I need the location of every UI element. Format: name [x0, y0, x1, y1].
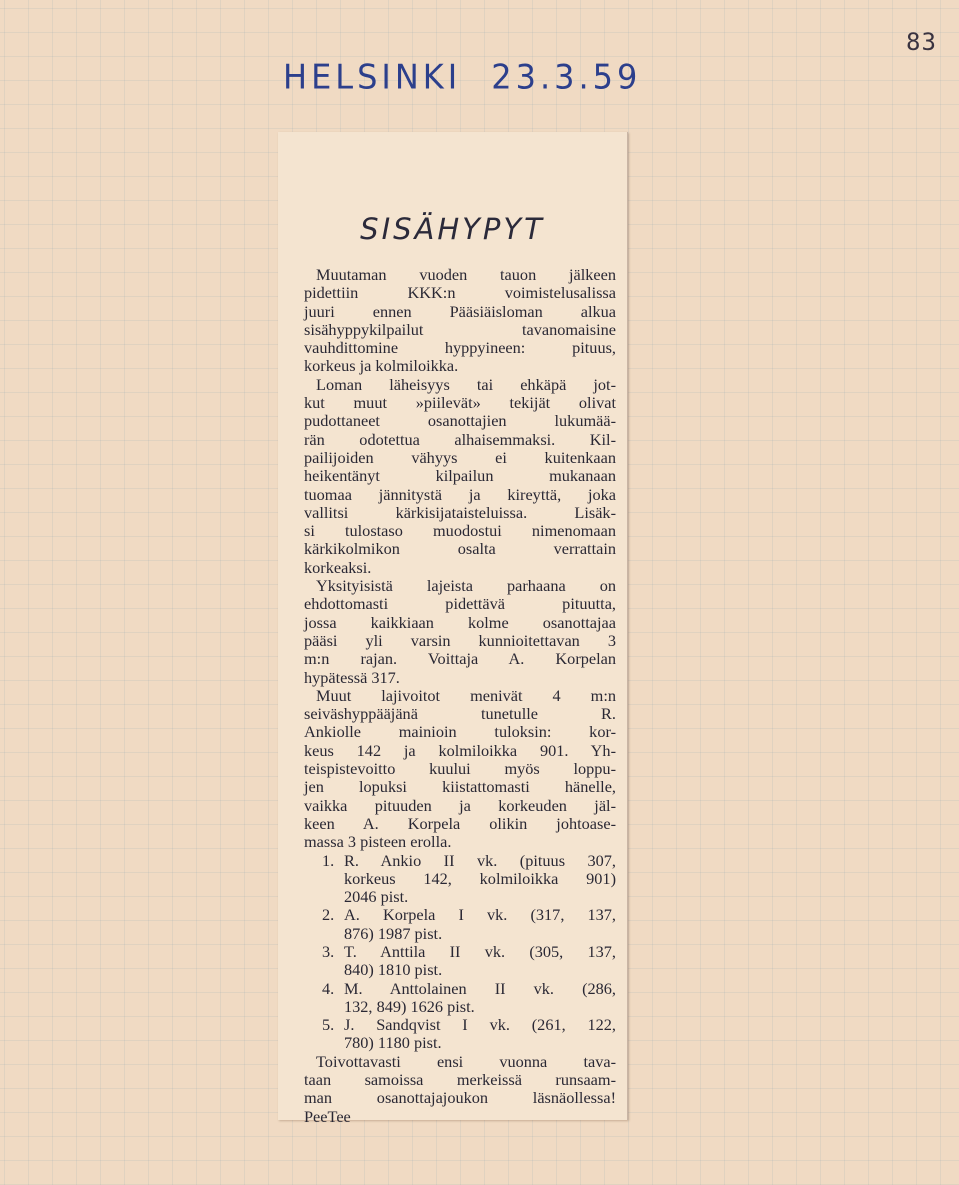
result-text: A. Korpela I vk. (317, 137, [344, 905, 616, 925]
result-rank: 4. [322, 978, 335, 998]
handwritten-note [283, 57, 671, 97]
closing-line: taan samoissa merkeissä runsaam- [304, 1070, 616, 1090]
newspaper-clipping [278, 132, 628, 1126]
paragraph-line: tuomaa jännitystä ja kireyttä, joka [304, 484, 616, 504]
paragraph-line: teispistevoitto kuului myös loppu- [304, 759, 616, 779]
result-rank: 3. [322, 941, 335, 961]
paragraph-line: heikentänyt kilpailun mukanaan [304, 466, 616, 486]
result-text: T. Anttila II vk. (305, 137, [344, 941, 616, 961]
paragraph-line: Muut lajivoitot menivät 4 m:n [316, 685, 616, 705]
result-item [304, 852, 616, 870]
paragraph-line: juuri ennen Pääsiäisloman alkua [304, 301, 616, 321]
paragraph-line: kärkikolmikon osalta verrattain [304, 539, 616, 559]
paragraph-line: Muutaman vuoden tauon jälkeen [316, 265, 616, 284]
article-signature: PeeTee [304, 1106, 351, 1126]
paragraph-line: vauhdittomine hyppyineen: pituus, [304, 338, 616, 358]
result-line: 876) 1987 pist. [344, 923, 443, 943]
result-text: M. Anttolainen II vk. (286, [344, 978, 616, 998]
result-rank: 2. [322, 905, 335, 925]
article-title: SISÄHYPYT [360, 212, 545, 246]
paragraph-line: pailijoiden vähyys ei kuitenkaan [304, 447, 616, 467]
paragraph-line: rän odotettua alhaisemmaksi. Kil- [304, 429, 616, 449]
result-line: 840) 1810 pist. [344, 960, 443, 980]
paragraph-line: sisähyppykilpailut tavanomaisine [304, 319, 616, 339]
result-line: korkeus 142, kolmiloikka 901) [344, 868, 616, 888]
paragraph-line: pudottaneet osanottajien lukumää- [304, 411, 616, 431]
handwritten-place: HELSINKI [283, 57, 462, 97]
handwritten-date: 23.3.59 [491, 57, 642, 97]
result-text: R. Ankio II vk. (pituus 307, [344, 850, 616, 870]
paragraph-line: Loman läheisyys tai ehkäpä jot- [316, 374, 616, 394]
paragraph-line: seiväshyppääjänä tunetulle R. [304, 704, 616, 724]
paragraph-line: keen A. Korpela olikin johtoase- [304, 813, 616, 833]
paragraph-line: hypätessä 317. [304, 667, 400, 687]
result-rank: 5. [322, 1015, 335, 1035]
result-item [304, 980, 616, 998]
result-item [304, 906, 616, 924]
page-number: 83 [906, 28, 937, 56]
paragraph-line: jen lopuksi kiistattomasti hänelle, [304, 777, 616, 797]
result-line: 2046 pist. [344, 887, 409, 907]
closing-line: Toivottavasti ensi vuonna tava- [316, 1051, 616, 1071]
paragraph-line: Yksityisistä lajeista parhaana on [316, 576, 616, 596]
result-item [304, 943, 616, 961]
paragraph-line: korkeaksi. [304, 557, 372, 577]
paragraph-line: pidettiin KKK:n voimistelusalissa [304, 283, 616, 303]
article-body [304, 266, 616, 1126]
paragraph-line: m:n rajan. Voittaja A. Korpelan [304, 649, 616, 669]
paragraph-line: korkeus ja kolmiloikka. [304, 356, 459, 376]
paragraph-line: vallitsi kärkisijataisteluissa. Lisäk- [304, 502, 616, 522]
paragraph-line: keus 142 ja kolmiloikka 901. Yh- [304, 740, 616, 760]
result-item [304, 1016, 616, 1034]
paragraph-line: vaikka pituuden ja korkeuden jäl- [304, 795, 616, 815]
paragraph-line: Ankiolle mainioin tuloksin: kor- [304, 722, 616, 742]
result-text: J. Sandqvist I vk. (261, 122, [344, 1015, 616, 1035]
paragraph-line: jossa kaikkiaan kolme osanottajaa [304, 612, 616, 632]
closing-line: man osanottajajoukon läsnäollessa! [304, 1088, 616, 1108]
result-rank: 1. [322, 850, 335, 870]
paragraph-line: kut muut »piilevät» tekijät olivat [304, 393, 616, 413]
result-line: 132, 849) 1626 pist. [344, 996, 475, 1016]
paragraph-line: massa 3 pisteen erolla. [304, 832, 452, 852]
result-line: 780) 1180 pist. [344, 1033, 442, 1053]
paragraph-line: si tulostaso muodostui nimenomaan [304, 521, 616, 541]
paragraph-line: pääsi yli varsin kunnioitettavan 3 [304, 630, 616, 650]
paragraph-line: ehdottomasti pidettävä pituutta, [304, 594, 616, 614]
